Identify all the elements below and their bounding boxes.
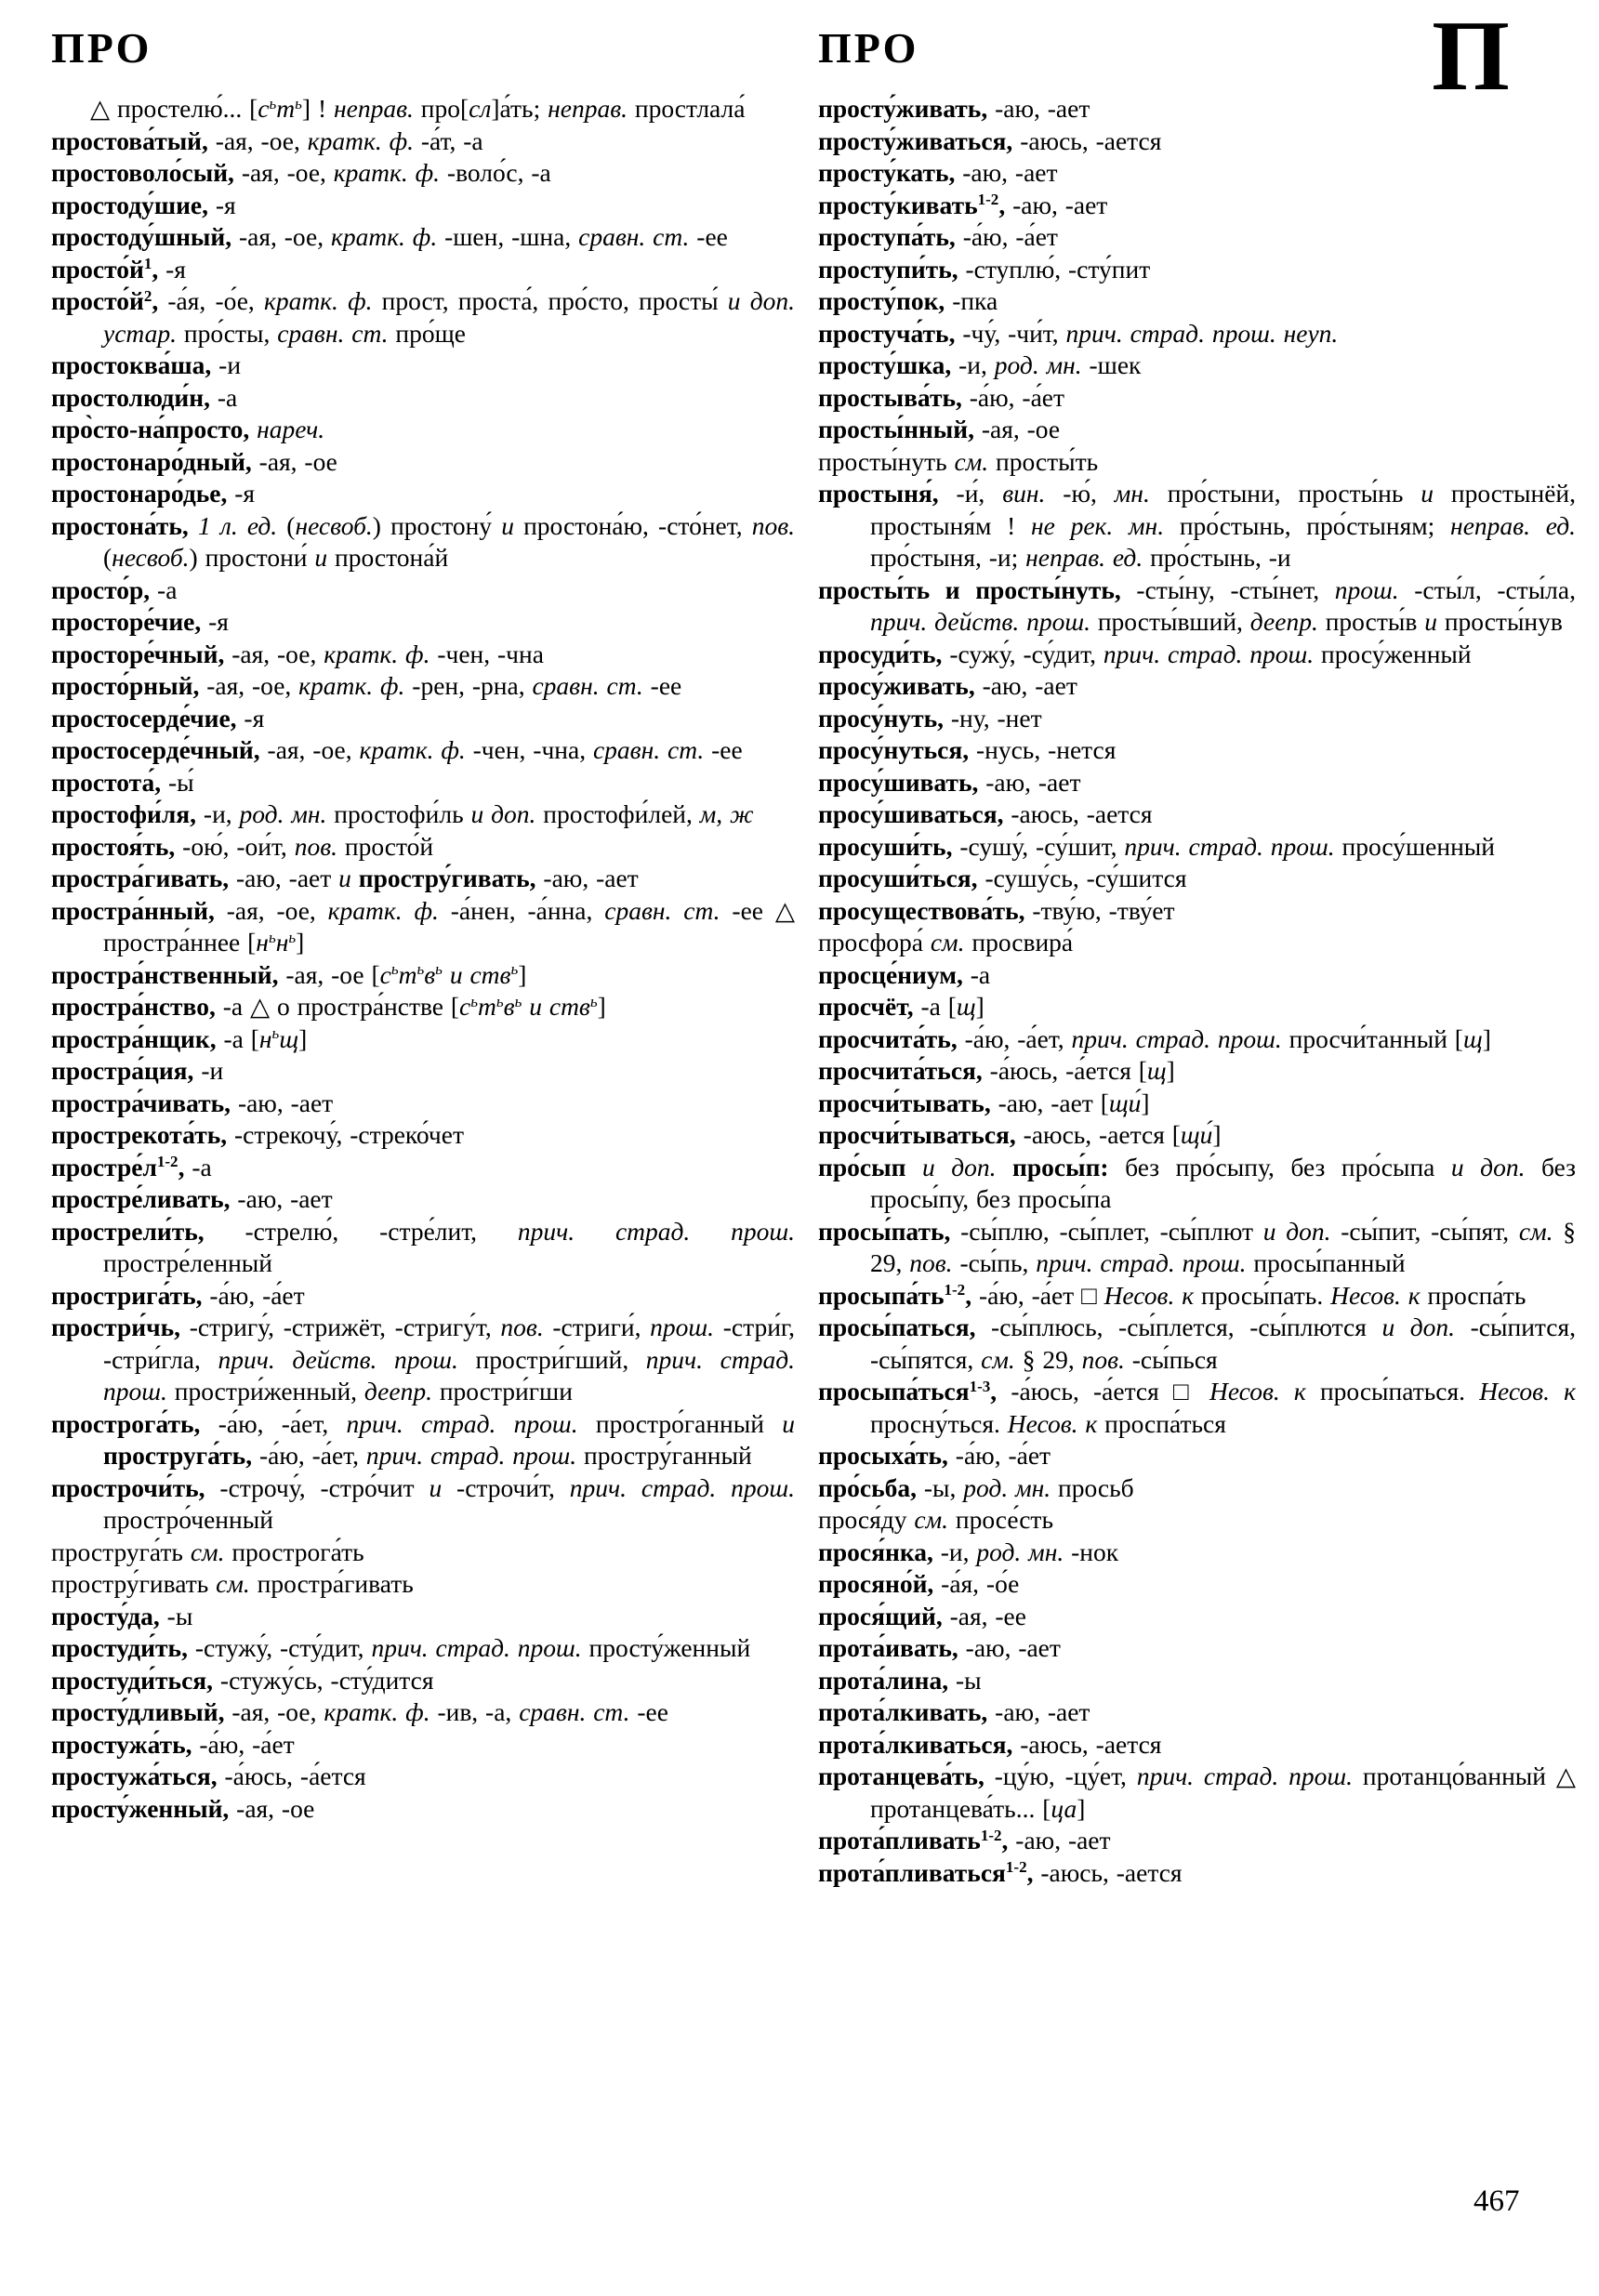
dictionary-entry: проступа́ть, -а́ю, -а́ет <box>818 222 1058 251</box>
dictionary-entry: просу́живать, -аю, -ает <box>818 671 1077 700</box>
dictionary-entry: просты́нный, -ая, -ое <box>818 415 1061 443</box>
dictionary-entry: прота́ивать, -аю, -ает <box>818 1633 1061 1662</box>
dictionary-entry: просу́нуться, -нусь, -нется <box>818 735 1117 764</box>
dictionary-entry: прося́ду см. просе́сть <box>818 1505 1053 1534</box>
dictionary-entry: прося́щий, -ая, -ее <box>818 1601 1026 1630</box>
dictionary-entry: просту́кать, -аю, -ает <box>818 158 1058 187</box>
dictionary-entry: проступи́ть, -ступлю́, -сту́пит <box>818 254 1151 284</box>
running-head-right: ПРО <box>818 24 919 72</box>
dictionary-entry: простосерде́чный, -ая, -ое, кратк. ф. -чен, -чна, сравн. ст. -ее <box>51 735 743 764</box>
dictionary-entry: простова́тый, -ая, -ое, кратк. ф. -а́т, -а <box>51 125 483 155</box>
left-column <box>51 24 795 1825</box>
dictionary-entry: $простре́л^{1-2}$, -а <box>51 1152 212 1181</box>
dictionary-entry: простуди́ть, -стужу́, -сту́дит, прич. страд. прош. просту́женный <box>51 1633 751 1662</box>
page-number: 467 <box>1473 2184 1520 2218</box>
dictionary-entry: просчёт, -а [щ] <box>818 992 985 1021</box>
dictionary-entry: простоя́ть, -ою́, -ои́т, пов. просто́й <box>51 831 434 861</box>
dictionary-entry: △ простелю́... $[с^ьт^ь]$ ! неправ. про[сл]а́ть; неправ. простлала́ <box>90 94 746 123</box>
dictionary-entry: просчита́ть, -а́ю, -а́ет, прич. страд. прош. просчи́танный [щ] <box>818 1023 1491 1053</box>
dictionary-entry: просуши́ть, -сушу́, -су́шит, прич. страд. прош. просу́шенный <box>818 831 1496 861</box>
dictionary-entry: просты́нуть см. просты́ть <box>818 446 1099 476</box>
dictionary-entry: простонаро́дный, -ая, -ое <box>51 446 337 476</box>
dictionary-entry: просыха́ть, -а́ю, -а́ет <box>818 1441 1051 1470</box>
dictionary-entry: простуди́ться, -стужу́сь, -сту́дится <box>51 1665 434 1695</box>
dictionary-entry: просчита́ться, -а́юсь, -а́ется [щ] <box>818 1056 1175 1085</box>
dictionary-entry: простра́нство, -а △ о простра́нстве [$с^ьт^ьв^ь$ и ств$^ь$] <box>51 992 606 1021</box>
dictionary-entry: про̀сто-на́просто, нареч. <box>51 415 325 443</box>
dictionary-entry: простра́нный, -ая, -ое, кратк. ф. -а́нен, -а́нна, сравн. ст. -ее △ простра́ннее $[н^ьн^ь]$ <box>51 895 796 957</box>
dictionary-entry: прострекота́ть, -стрекочу́, -стреко́чет <box>51 1120 464 1149</box>
dictionary-entry: простра́чивать, -аю, -ает <box>51 1088 334 1117</box>
dictionary-entry: просту́кивать$^{1-2}$, -аю, -ает <box>818 190 1108 219</box>
dictionary-entry: просто́рный, -ая, -ое, кратк. ф. -рен, -рна, сравн. ст. -ее <box>51 671 682 700</box>
dictionary-entry: просты́ть и просты́нуть, -сты́ну, -сты́нет, прош. -сты́л, -сты́ла, прич. действ. прош. просты́вший, деепр. просты́в и просты́нув <box>818 574 1576 636</box>
dictionary-entry: прострога́ть, -а́ю, -а́ет, прич. страд. прош. простро́ганный и проструга́ть, -а́ю, -а́ет, прич. страд. прош. простру́ганный <box>51 1408 795 1470</box>
dictionary-entry: прота́лкиваться, -аюсь, -ается <box>818 1729 1162 1759</box>
dictionary-entry: просту́дливый, -ая, -ое, кратк. ф. -ив, -а, сравн. ст. -ее <box>51 1697 668 1726</box>
dictionary-entry: просы́пать, -сы́плю, -сы́плет, -сы́плют и доп. -сы́пит, -сы́пят, см. § 29, пов. -сы́пь, прич. страд. прош. просы́панный <box>818 1216 1576 1277</box>
dictionary-entry: просу́шиваться, -аюсь, -ается <box>818 799 1153 828</box>
dictionary-entry: простуча́ть, -чу́, -чи́т, прич. страд. прош. неуп. <box>818 318 1339 348</box>
dictionary-entry: простре́ливать, -аю, -ает <box>51 1184 333 1213</box>
dictionary-entry: просчи́тывать, -аю, -ает [щи́] <box>818 1088 1150 1117</box>
dictionary-entry: просы́паться, -сы́плюсь, -сы́плется, -сы́плются и доп. -сы́пится, -сы́пятся, см. § 29, пов. -сы́пься <box>818 1313 1576 1374</box>
dictionary-entry: простра́гивать, -аю, -ает и простру́гивать, -аю, -ает <box>51 864 639 892</box>
dictionary-entry: просту́живаться, -аюсь, -ается <box>818 125 1162 155</box>
dictionary-entry: просуши́ться, -сушу́сь, -су́шится <box>818 864 1187 892</box>
dictionary-entry: просыпа́ться$^{1-3}$, -а́юсь, -а́ется □ Несов. к просы́паться. Несов. к просну́ться. Несов. к проспа́ться <box>818 1377 1576 1438</box>
dictionary-entry: простофи́ля, -и, род. мн. простофи́ль и доп. простофи́лей, м, ж <box>51 799 754 828</box>
dictionary-entry: просуди́ть, -сужу́, -су́дит, прич. страд. прош. просу́женный <box>818 639 1472 668</box>
section-letter: П <box>1432 1 1511 112</box>
dictionary-entry: прострочи́ть, -строчу́, -стро́чит и -строчи́т, прич. страд. прош. простро́ченный <box>51 1472 795 1534</box>
dictionary-entry: про́сып и доп. просы́п: без про́сыпу, без про́сыпа и доп. без просы́пу, без просы́па <box>818 1152 1577 1213</box>
dictionary-entry: простужа́ться, -а́юсь, -а́ется <box>51 1762 366 1790</box>
dictionary-entry: просту́да, -ы <box>51 1601 193 1630</box>
right-column <box>818 24 1576 1889</box>
dictionary-entry: простужа́ть, -а́ю, -а́ет <box>51 1729 295 1759</box>
dictionary-entry: проструга́ть см. прострога́ть <box>51 1537 364 1566</box>
dictionary-entry: простыня́, -и́, вин. -ю́, мн. про́стыни, просты́нь и простынёй, простыня́м ! не рек. мн. про́стынь, про́стыням; неправ. ед. про́стыня, -и; неправ. ед. про́стынь, -и <box>818 479 1576 572</box>
dictionary-entry: про́сьба, -ы, род. мн. просьб <box>818 1472 1134 1502</box>
dictionary-entry: простона́ть, 1 л. ед. (несвоб.) простону́ и простона́ю, -сто́нет, пов. (несвоб.) простони́ и простона́й <box>51 510 796 572</box>
dictionary-entry: простоволо́сый, -ая, -ое, кратк. ф. -воло́с, -а <box>51 158 551 187</box>
dictionary-entry: просту́пок, -пка <box>818 286 998 315</box>
dictionary-entry: прося́нка, -и, род. мн. -нок <box>818 1537 1119 1566</box>
dictionary-entry: просто́р, -а <box>51 574 178 604</box>
dictionary-entry: просторе́чный, -ая, -ое, кратк. ф. -чен, -чна <box>51 639 544 668</box>
dictionary-entry: простыва́ть, -а́ю, -а́ет <box>818 382 1065 412</box>
dictionary-entry: прострига́ть, -а́ю, -а́ет <box>51 1280 305 1310</box>
dictionary-entry: просту́женный, -ая, -ое <box>51 1793 315 1823</box>
dictionary-entry: протанцева́ть, -цу́ю, -цу́ет, прич. страд. прош. протанцо́ванный △ протанцева́ть... [ца] <box>818 1762 1576 1823</box>
dictionary-entry: просуществова́ть, -тву́ю, -тву́ет <box>818 895 1175 925</box>
dictionary-entry: просту́живать, -аю, -ает <box>818 94 1090 123</box>
dictionary-entry: прота́пливать$^{1-2}$, -аю, -ает <box>818 1826 1111 1854</box>
right-entries <box>818 93 1576 1889</box>
dictionary-entry: простота́, -ы́ <box>51 767 194 797</box>
dictionary-entry: прострели́ть, -стрелю́, -стре́лит, прич. страд. прош. простре́ленный <box>51 1216 795 1277</box>
dictionary-entry: $просто́й^1$, -я <box>51 254 186 284</box>
dictionary-entry: просту́шка, -и, род. мн. -шек <box>818 350 1142 379</box>
dictionary-entry: просу́нуть, -ну, -нет <box>818 703 1042 732</box>
dictionary-entry: простра́ция, -и <box>51 1056 224 1085</box>
running-head-left: ПРО <box>51 24 152 72</box>
dictionary-entry: простонаро́дье, -я <box>51 479 256 508</box>
dictionary-entry: просчи́тываться, -аюсь, -ается [щи́] <box>818 1120 1222 1149</box>
dictionary-entry: просяно́й, -а́я, -о́е <box>818 1569 1020 1598</box>
dictionary-entry: просторе́чие, -я <box>51 607 229 636</box>
dictionary-entry: $просыпа́ть^{1-2}$, -а́ю, -а́ет □ Несов. к просы́пать. Несов. к проспа́ть <box>818 1280 1526 1310</box>
dictionary-entry: простолюди́н, -а <box>51 382 238 412</box>
dictionary-entry: простоду́шный, -ая, -ое, кратк. ф. -шен, -шна, сравн. ст. -ее <box>51 222 728 251</box>
left-entries <box>51 93 795 1825</box>
dictionary-entry: простру́гивать см. простра́гивать <box>51 1569 414 1598</box>
dictionary-entry: простоду́шие, -я <box>51 190 236 219</box>
dictionary-entry: простосерде́чие, -я <box>51 703 265 732</box>
dictionary-entry: прота́лкивать, -аю, -ает <box>818 1697 1090 1726</box>
dictionary-entry: прота́пливаться$^{1-2}$, -аюсь, -ается <box>818 1857 1183 1887</box>
dictionary-entry: просу́шивать, -аю, -ает <box>818 767 1081 797</box>
dictionary-entry: простри́чь, -стригу́, -стрижёт, -стригу́т, пов. -стриги́, прош. -стри́г, -стри́гла, прич. действ. прош. простри́гший, прич. страд. прош. простри́женный, деепр. простри́гши <box>51 1313 795 1405</box>
dictionary-entry: $просто́й^2$, -а́я, -о́е, кратк. ф. прост, проста́, про́сто, просты́ и доп. устар. про́сты, сравн. ст. про́ще <box>51 286 795 348</box>
dictionary-entry: простра́нщик, -а $[н^ьщ]$ <box>51 1023 308 1053</box>
dictionary-entry: простоква́ша, -и <box>51 350 242 379</box>
dictionary-entry: просце́ниум, -а <box>818 959 991 989</box>
dictionary-entry: просфора́ см. просвира́ <box>818 928 1074 957</box>
dictionary-entry: простра́нственный, -ая, -ое [$с^ьт^ьв^ь$ и ств$^ь$] <box>51 959 527 989</box>
dictionary-entry: прота́лина, -ы <box>818 1665 982 1695</box>
